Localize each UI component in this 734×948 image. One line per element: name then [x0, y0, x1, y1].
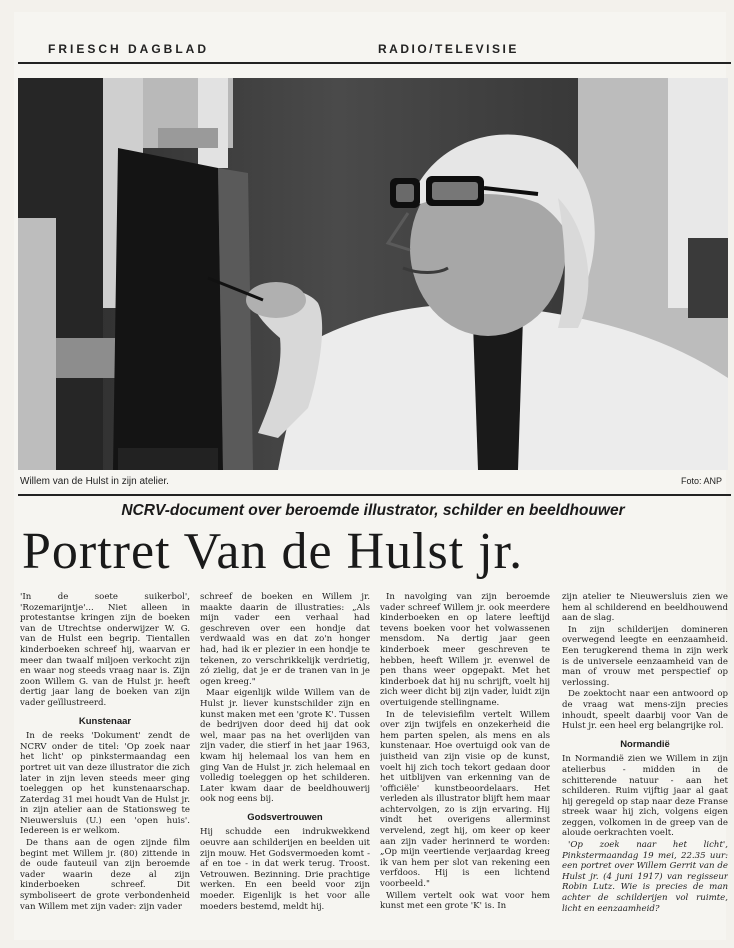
paragraph: Hij schudde een indrukwekkend oeuvre aan schilderijen en beelden uit zijn mouw. Het Godsvermoeden komt - af en toe - in dat werk terug. Troost. Vetrouwen. Bezinning. Drie prachtige werken. En een beeld voor zijn moeder. Eigenlijk is het voor alle moeders bestemd, meldt hij.	[200, 827, 370, 912]
subheading: Godsvertrouwen	[247, 811, 323, 823]
paragraph: In navolging van zijn beroemde vader schreef Willem jr. ook meerdere kinderboeken en op latere leeftijd tevens boeken voor het volwassenen mensdom. Na dertig jaar geen kinderboek meer geschreven te hebben, heeft Willem jr. evenwel de pen thans weer opgepakt. Met het kinderboek dat hij nu schrijft, voelt hij zich weer dicht bij zijn vader, luidt zijn overtuigende stellingname.	[380, 592, 550, 708]
paragraph: In Normandië zien we Willem in zijn atelierbus - midden in de schitterende natuur - aan het schilderen. Ruim vijftig jaar al gaat hij geregeld op stap naar deze Franse streek waar hij zich, volgens eigen zeggen, volkomen in de greep van de aloude oerkrachten voelt.	[562, 754, 728, 839]
paragraph: 'In de soete suikerbol', 'Rozemarijntje'... Niet alleen in protestantse kringen zijn de boeken van de Utrechtse onderwijzer W. G. van de Hulst een begrip. Tientallen kinderboeken schreef hij, waarvan er meer dan twaalf miljoen verkocht zijn en waar nog steeds vraag naar is. Zijn zoon Willem G. van de Hulst jr. heeft dertig jaar lang de boeken van zijn vader geïllustreerd.	[20, 592, 190, 708]
article-headline: Portret Van de Hulst jr.	[22, 523, 524, 580]
article-column-2	[200, 592, 370, 940]
top-rule	[18, 62, 731, 64]
photo-credit: Foto: ANP	[680, 476, 722, 486]
article-kicker: NCRV-document over beroemde illustrator, schilder en beeldhouwer	[121, 502, 625, 519]
article-column-3	[380, 592, 550, 940]
subheading: Kunstenaar	[78, 715, 132, 727]
masthead	[18, 38, 730, 60]
paragraph: De zoektocht naar een antwoord op de vraag wat mens-zijn precies inhoudt, speelt daarbij voor Van de Hulst jr. een heel erg belangrijke rol.	[562, 689, 728, 732]
article-column-4	[562, 592, 728, 940]
paragraph: schreef de boeken en Willem jr. maakte daarin de illustraties: „Als mijn vader een verhaal had geschreven over een hondje dat verdwaald was en dat zo'n honger had, had ik er plezier in een hondje te tekenen, zo verschrikkelijk verdrietig, zó zielig, dat je er de tranen van in je ogen kreeg."	[200, 592, 370, 687]
paragraph: In de televisiefilm vertelt Willem over zijn twijfels en onzekerheid die hem parten spelen, als mens en als kunstenaar. Hoe overtuigd ook van de juistheid van zijn visie op de kunst, voelt hij zich toch tekort gedaan door het uitblijven van erkenning van de 'officiële' kunstbeoordelaars. Het verleden als illustrator blijft hem maar achtervolgen, zo is zijn ervaring. Hij vindt het overigens allerminst vervelend, zegt hij, om keer op keer aan zijn vader herinnerd te worden: „Op mijn veertiende verjaardag kreeg ik van hem per slot van rekening een verfdoos. Hij is een lichtend voorbeeld."	[380, 709, 550, 890]
broadcast-info: 'Op zoek naar het licht', Pinkstermaandag 19 mei, 22.35 uur: een portret over Willem Gerrit van de Hulst jr. (4 juni 1917) van regisseur Robin Lutz. Wie is precies de man achter de schilderijen vol ruimte, licht en eenzaamheid?	[562, 840, 728, 914]
paragraph: In de reeks 'Dokument' zendt de NCRV onder de titel: 'Op zoek naar het licht' op pinkstermaandag een portret uit van deze illustrator die zich later in zijn leven steeds meer ging toeleggen op het kunstenaarschap. Zaterdag 31 mei houdt Van de Hulst jr. in zijn atelier aan de Stationsweg te Nieuwersluis (U.) een 'open huis'. Iedereen is er welkom.	[20, 731, 190, 837]
article-photo	[18, 78, 728, 470]
article-column-1	[20, 592, 190, 940]
paragraph: In zijn schilderijen domineren overwegend leegte en eenzaamheid. Een terugkerend thema in zijn werk is de universele eenzaamheid van de man of vrouw met perspectief op verlossing.	[562, 624, 728, 688]
photo-caption-bar	[18, 474, 728, 490]
paragraph: Maar eigenlijk wilde Willem van de Hulst jr. liever kunstschilder zijn en kunst maken met een 'grote K'. Tussen de bedrijven door deed hij dat ook wel, maar pas na het overlijden van zijn vader, die stierf in het jaar 1963, kwam hij helemaal los van hem en ging Van de Hulst jr. zich helemaal en volledig toeleggen op het schilderen. Later kwam daar de beeldhouwerij ook nog eens bij.	[200, 688, 370, 805]
section-name: RADIO/TELEVISIE	[378, 42, 519, 56]
photo-caption: Willem van de Hulst in zijn atelier.	[20, 476, 169, 487]
caption-rule	[18, 494, 731, 496]
paragraph: Willem vertelt ook wat voor hem kunst met een grote 'K' is. In	[380, 890, 550, 912]
subheading: Normandië	[620, 738, 670, 750]
article-body	[20, 592, 730, 940]
paragraph: De thans aan de ogen zijnde film begint met Willem jr. (80) zittende in de oude fauteuil van zijn beroemde vader waarin deze al zijn kinderboeken schreef. Dit symboliseert de grote verbondenheid van Willem met zijn vader: zijn vader	[20, 838, 190, 912]
paper-name: FRIESCH DAGBLAD	[48, 42, 209, 56]
photo-illustration-painter	[18, 78, 728, 470]
paragraph: zijn atelier te Nieuwersluis zien we hem al schilderend en beeldhouwend aan de slag.	[562, 592, 728, 624]
